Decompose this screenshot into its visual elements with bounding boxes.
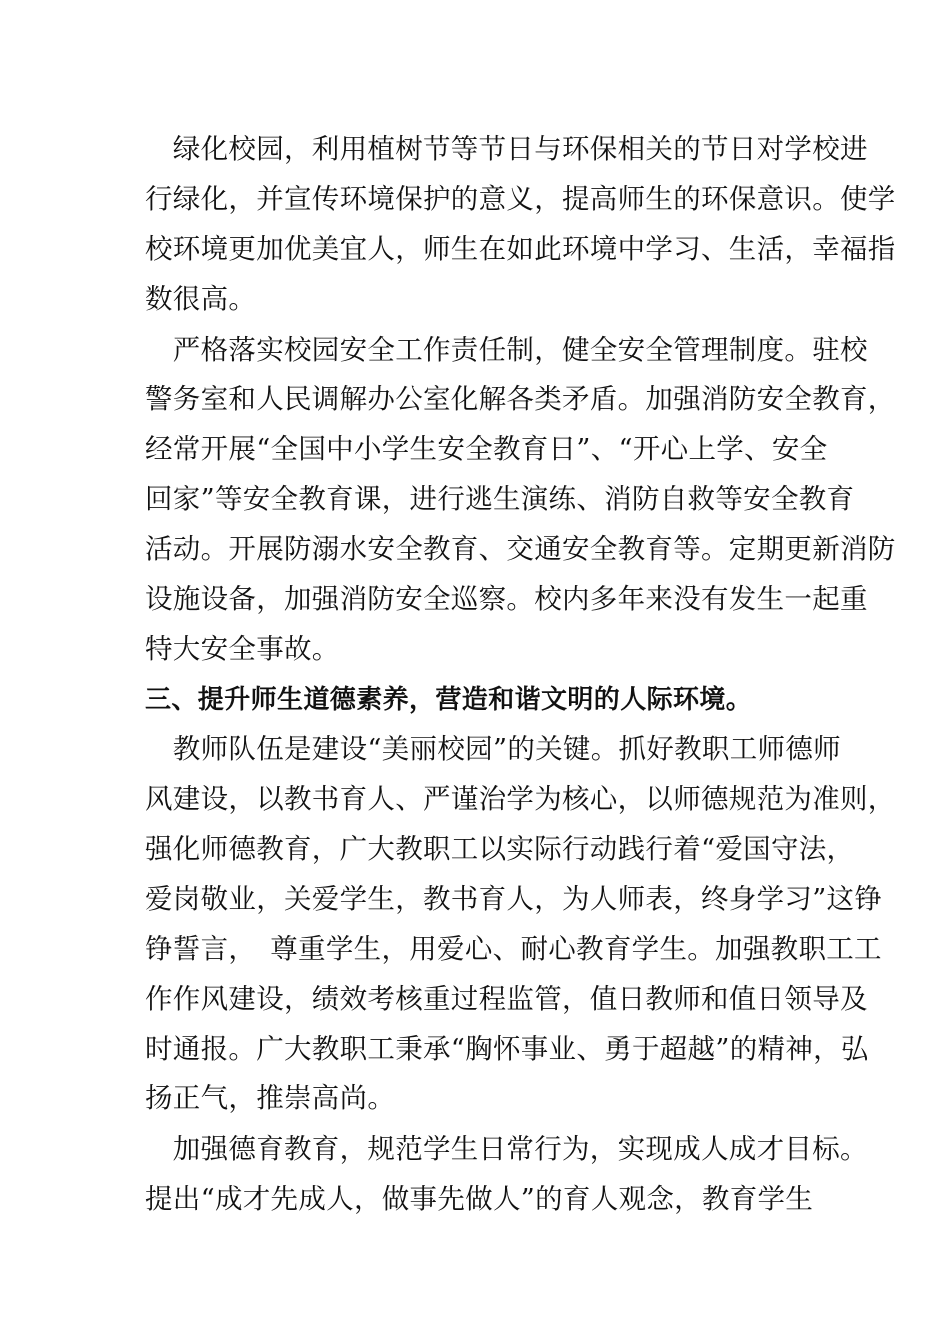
paragraph-line: 绿化校园，利用植树节等节日与环保相关的节日对学校进 [145, 133, 868, 165]
paragraph-line: 活动。开展防溺水安全教育、交通安全教育等。定期更新消防 [145, 533, 896, 565]
paragraph-line: 作作风建设，绩效考核重过程监管，值日教师和值日领导及 [145, 983, 868, 1015]
paragraph-line: 数很高。 [145, 283, 257, 315]
paragraph-line: 严格落实校园安全工作责任制，健全安全管理制度。驻校 [145, 334, 868, 366]
paragraph-line: 风建设，以教书育人、严谨治学为核心，以师德规范为准则， [145, 783, 896, 815]
paragraph-line: 加强德育教育，规范学生日常行为，实现成人成才目标。 [145, 1133, 868, 1165]
paragraph-line: 爱岗敬业，关爱学生，教书育人，为人师表，终身学习”这铮 [145, 883, 883, 915]
paragraph-line: 时通报。广大教职工秉承“胸怀事业、勇于超越”的精神，弘 [145, 1033, 869, 1065]
paragraph-line: 行绿化，并宣传环境保护的意义，提高师生的环保意识。使学 [145, 183, 896, 215]
paragraph-line: 设施设备，加强消防安全巡察。校内多年来没有发生一起重 [145, 583, 868, 615]
paragraph-line: 特大安全事故。 [145, 633, 340, 665]
paragraph-line: 教师队伍是建设“美丽校园”的关键。抓好教职工师德师 [145, 733, 841, 765]
paragraph-line: 扬正气，推崇高尚。 [145, 1082, 396, 1114]
paragraph-line: 铮誓言， 尊重学生，用爱心、耐心教育学生。加强教职工工 [145, 933, 882, 965]
section-heading: 三、提升师生道德素养，营造和谐文明的人际环境。 [145, 685, 753, 715]
paragraph-line: 经常开展“全国中小学生安全教育日”、“开心上学、安全 [145, 433, 828, 465]
paragraph-line: 校环境更加优美宜人，师生在如此环境中学习、生活，幸福指 [145, 233, 896, 265]
paragraph-line: 提出“成才先成人，做事先做人”的育人观念，教育学生 [145, 1183, 814, 1215]
paragraph-line: 强化师德教育，广大教职工以实际行动践行着“爱国守法， [145, 833, 855, 865]
paragraph-line: 警务室和人民调解办公室化解各类矛盾。加强消防安全教育， [145, 383, 896, 415]
paragraph-line: 回家”等安全教育课，进行逃生演练、消防自救等安全教育 [145, 483, 855, 515]
